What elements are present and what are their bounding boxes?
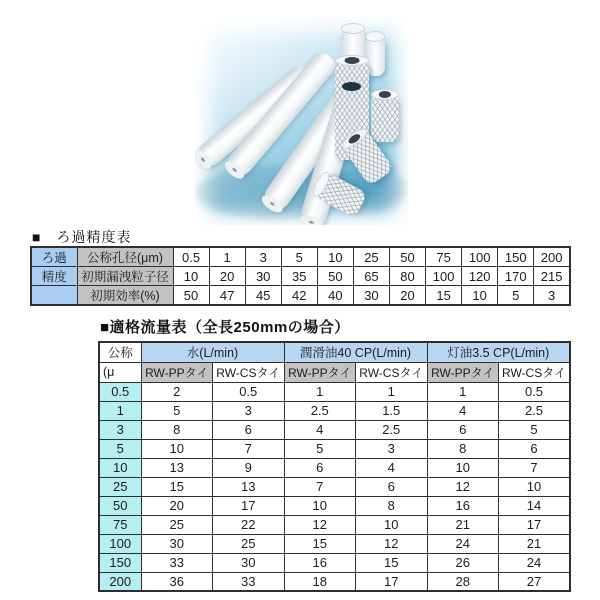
flow-value-cell: 6 (499, 439, 571, 458)
flow-size-cell: 5 (99, 439, 141, 458)
flow-value-cell: 21 (499, 534, 571, 553)
brand-label-dot (342, 82, 361, 91)
flow-size-cell: 50 (99, 496, 141, 515)
flow-value-cell: 17 (356, 572, 428, 591)
filter-cartridge-short (371, 94, 399, 142)
precision-value-cell: 120 (462, 267, 498, 286)
flow-table-title: ■適格流量表（全長250mmの場合） (100, 319, 350, 336)
flow-row-200 (99, 572, 570, 591)
precision-value-cell: 20 (389, 286, 425, 306)
precision-value-cell: 42 (281, 286, 317, 306)
flow-group-header-2: 灯油3.5 CP(L/min) (427, 342, 570, 362)
flow-value-cell: 8 (141, 420, 213, 439)
precision-value-cell: 30 (245, 267, 281, 286)
precision-value-cell: 20 (209, 267, 245, 286)
flow-value-cell: 3 (356, 439, 428, 458)
precision-value-cell: 10 (462, 286, 498, 306)
flow-value-cell: 8 (427, 439, 499, 458)
flow-value-cell: 16 (427, 496, 499, 515)
flow-value-cell: 33 (141, 553, 213, 572)
precision-value-cell: 50 (389, 247, 425, 267)
flow-value-cell: 33 (213, 572, 285, 591)
flow-row-0.5 (99, 382, 570, 401)
flow-value-cell: 12 (427, 477, 499, 496)
precision-value-cell: 25 (353, 247, 389, 267)
flow-value-cell: 6 (213, 420, 285, 439)
flow-value-cell: 28 (427, 572, 499, 591)
flow-row-50 (99, 496, 570, 515)
precision-value-cell: 47 (209, 286, 245, 306)
flow-size-cell: 100 (99, 534, 141, 553)
flow-subheader-cell: RW-PPタイ (141, 362, 213, 382)
flow-value-cell: 24 (499, 553, 571, 572)
flow-value-cell: 1 (284, 382, 356, 401)
flow-value-cell: 26 (427, 553, 499, 572)
precision-value-cell: 1 (209, 247, 245, 267)
flow-value-cell: 2.5 (356, 420, 428, 439)
flow-value-cell: 25 (213, 534, 285, 553)
flow-value-cell: 30 (213, 553, 285, 572)
precision-value-cell: 5 (498, 286, 534, 306)
flow-value-cell: 10 (499, 477, 571, 496)
flow-value-cell: 0.5 (499, 382, 571, 401)
flow-value-cell: 21 (427, 515, 499, 534)
flow-value-cell: 6 (427, 420, 499, 439)
flow-value-cell: 2.5 (499, 401, 571, 420)
precision-value-cell: 80 (389, 267, 425, 286)
precision-value-cell: 40 (317, 286, 353, 306)
flow-value-cell: 5 (499, 420, 571, 439)
flow-value-cell: 10 (427, 458, 499, 477)
precision-value-cell: 65 (353, 267, 389, 286)
flow-size-cell: 3 (99, 420, 141, 439)
precision-group-cell (31, 286, 77, 306)
flow-value-cell: 24 (427, 534, 499, 553)
flow-value-cell: 4 (284, 420, 356, 439)
cartridge-top (365, 31, 385, 42)
flow-value-cell: 10 (284, 496, 356, 515)
flow-value-cell: 7 (284, 477, 356, 496)
flow-value-cell: 7 (213, 439, 285, 458)
flow-subheader-cell: RW-PPタイ (427, 362, 499, 382)
flow-value-cell: 3 (213, 401, 285, 420)
flow-size-cell: 25 (99, 477, 141, 496)
precision-row-1 (31, 267, 570, 286)
flow-value-cell: 8 (356, 496, 428, 515)
flow-row-5 (99, 439, 570, 458)
precision-value-cell: 200 (534, 247, 570, 267)
precision-value-cell: 3 (245, 247, 281, 267)
flow-value-cell: 12 (356, 534, 428, 553)
precision-value-cell: 100 (462, 247, 498, 267)
precision-value-cell: 170 (498, 267, 534, 286)
flow-value-cell: 9 (213, 458, 285, 477)
flow-value-cell: 4 (356, 458, 428, 477)
flow-corner-bottom-cell: (μ (99, 362, 141, 382)
cartridge-hole (345, 57, 360, 64)
precision-value-cell: 15 (426, 286, 462, 306)
flow-value-cell: 13 (141, 458, 213, 477)
flow-value-cell: 7 (499, 458, 571, 477)
precision-value-cell: 30 (353, 286, 389, 306)
flow-value-cell: 2.5 (284, 401, 356, 420)
flow-size-cell: 75 (99, 515, 141, 534)
flow-value-cell: 1 (427, 382, 499, 401)
flow-value-cell: 4 (427, 401, 499, 420)
flow-value-cell: 1.5 (356, 401, 428, 420)
flow-value-cell: 2 (141, 382, 213, 401)
flow-value-cell: 10 (141, 439, 213, 458)
precision-group-cell: 精度 (31, 267, 77, 286)
precision-value-cell: 10 (173, 267, 209, 286)
flow-value-cell: 36 (141, 572, 213, 591)
precision-label-cell: 初期効率(%) (77, 286, 173, 306)
flow-value-cell: 30 (141, 534, 213, 553)
product-photo (195, 16, 408, 225)
flow-group-header-0: 水(L/min) (141, 342, 284, 362)
flow-row-25 (99, 477, 570, 496)
flow-value-cell: 10 (356, 515, 428, 534)
precision-value-cell: 0.5 (173, 247, 209, 267)
flow-value-cell: 18 (284, 572, 356, 591)
flow-size-cell: 0.5 (99, 382, 141, 401)
flow-row-100 (99, 534, 570, 553)
precision-value-cell: 50 (173, 286, 209, 306)
precision-label-cell: 公称孔径(μm) (77, 247, 173, 267)
flow-value-cell: 17 (499, 515, 571, 534)
precision-value-cell: 35 (281, 267, 317, 286)
flow-header-row-groups (99, 342, 570, 362)
flow-value-cell: 6 (284, 458, 356, 477)
precision-row-0 (31, 247, 570, 267)
flow-value-cell: 1 (356, 382, 428, 401)
flow-row-10 (99, 458, 570, 477)
precision-value-cell: 215 (534, 267, 570, 286)
flow-value-cell: 15 (284, 534, 356, 553)
flow-group-header-1: 潤滑油40 CP(L/min) (284, 342, 427, 362)
flow-size-cell: 200 (99, 572, 141, 591)
flow-size-cell: 1 (99, 401, 141, 420)
flow-value-cell: 0.5 (213, 382, 285, 401)
flow-value-cell: 13 (213, 477, 285, 496)
flow-size-cell: 10 (99, 458, 141, 477)
flow-corner-top-cell: 公称 (99, 342, 141, 362)
flow-value-cell: 12 (284, 515, 356, 534)
precision-label-cell: 初期漏洩粒子径 (77, 267, 173, 286)
flow-row-1 (99, 401, 570, 420)
flow-size-cell: 150 (99, 553, 141, 572)
precision-value-cell: 10 (317, 247, 353, 267)
flow-value-cell: 22 (213, 515, 285, 534)
precision-value-cell: 5 (281, 247, 317, 267)
flow-value-cell: 17 (213, 496, 285, 515)
flow-subheader-cell: RW-CSタイ (213, 362, 285, 382)
flow-value-cell: 15 (356, 553, 428, 572)
flow-value-cell: 15 (141, 477, 213, 496)
flow-value-cell: 5 (141, 401, 213, 420)
flow-rate-table (98, 341, 571, 592)
flow-value-cell: 16 (284, 553, 356, 572)
precision-value-cell: 50 (317, 267, 353, 286)
flow-value-cell: 6 (356, 477, 428, 496)
flow-value-cell: 25 (141, 515, 213, 534)
precision-value-cell: 100 (426, 267, 462, 286)
precision-table-title: ■ ろ過精度表 (32, 229, 132, 245)
flow-value-cell: 14 (499, 496, 571, 515)
flow-row-3 (99, 420, 570, 439)
precision-group-cell: ろ過 (31, 247, 77, 267)
precision-value-cell: 75 (426, 247, 462, 267)
precision-value-cell: 45 (245, 286, 281, 306)
flow-row-150 (99, 553, 570, 572)
flow-value-cell: 27 (499, 572, 571, 591)
precision-value-cell: 3 (534, 286, 570, 306)
flow-subheader-cell: RW-CSタイ (499, 362, 571, 382)
flow-subheader-cell: RW-PPタイ (284, 362, 356, 382)
flow-row-75 (99, 515, 570, 534)
flow-header-row-types (99, 362, 570, 382)
cartridge-top (341, 23, 365, 34)
precision-value-cell: 150 (498, 247, 534, 267)
flow-value-cell: 5 (284, 439, 356, 458)
flow-value-cell: 20 (141, 496, 213, 515)
precision-row-2 (31, 286, 570, 306)
filtration-precision-table (30, 246, 571, 306)
flow-subheader-cell: RW-CSタイ (356, 362, 428, 382)
